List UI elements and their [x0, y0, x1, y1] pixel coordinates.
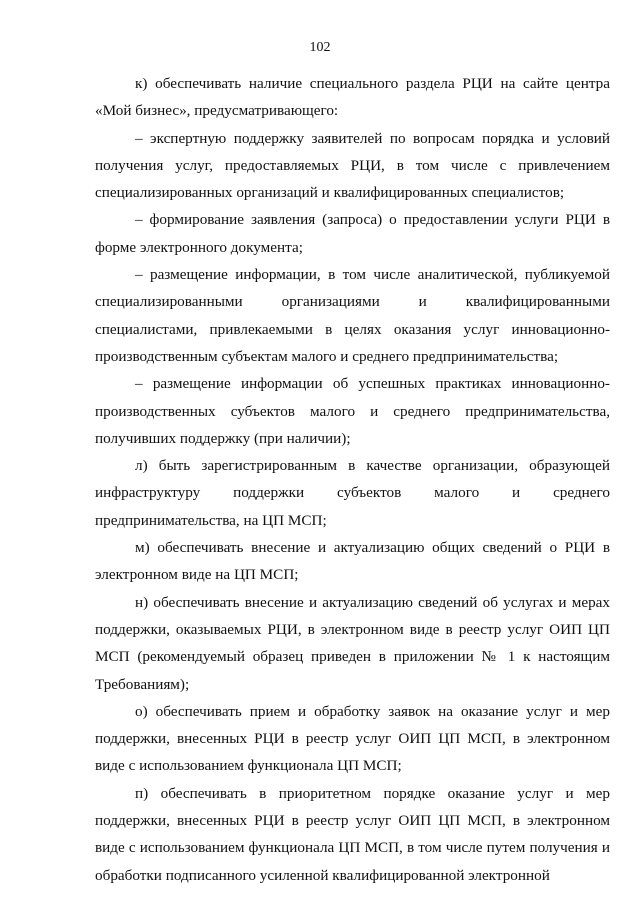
- paragraph-m: м) обеспечивать внесение и актуализацию общих сведений о РЦИ в электронном виде на ЦП МСП;: [95, 539, 610, 584]
- paragraph-k-application-form: – формирование заявления (запроса) о предоставлении услуги РЦИ в форме электронного документа;: [95, 211, 610, 256]
- paragraph-k: к) обеспечивать наличие специального раздела РЦИ на сайте центра «Мой бизнес», предусматривающего:: [95, 75, 610, 120]
- paragraph-k-expert-support: – экспертную поддержку заявителей по вопросам порядка и условий получения услуг, предоставляемых РЦИ, в том числе с привлечением специализированных организаций и квалифицированных специалистов;: [95, 129, 610, 202]
- paragraph-n: н) обеспечивать внесение и актуализацию сведений об услугах и мерах поддержки, оказываемых РЦИ, в электронном виде в реестр услуг ОИП ЦП МСП (рекомендуемый образец приведен в приложении № 1 к настоящим Требованиям);: [95, 593, 610, 693]
- page-number: 102: [309, 40, 331, 55]
- paragraph-o: о) обеспечивать прием и обработку заявок на оказание услуг и мер поддержки, внесенных РЦИ в реестр услуг ОИП ЦП МСП, в электронном виде с использованием функционала ЦП МСП;: [95, 702, 610, 775]
- paragraph-p: п) обеспечивать в приоритетном порядке оказание услуг и мер поддержки, внесенных РЦИ в реестр услуг ОИП ЦП МСП, в электронном виде с использованием функционала ЦП МСП, в том числе путем получения и обработки подписанного усиленной квалифицированной электронной: [95, 784, 610, 884]
- paragraph-k-info-posting: – размещение информации, в том числе аналитической, публикуемой специализированными организациями и квалифицированными специалистами, привлекаемыми в целях оказания услуг инновационно-производственным субъектам малого и среднего предпринимательства;: [95, 266, 610, 365]
- paragraph-k-success-practices: – размещение информации об успешных практиках инновационно-производственных субъектов малого и среднего предпринимательства, получивших поддержку (при наличии);: [95, 375, 610, 447]
- document-body: [95, 70, 610, 889]
- paragraph-l: л) быть зарегистрированным в качестве организации, образующей инфраструктуру поддержки субъектов малого и среднего предпринимательства, на ЦП МСП;: [95, 457, 610, 529]
